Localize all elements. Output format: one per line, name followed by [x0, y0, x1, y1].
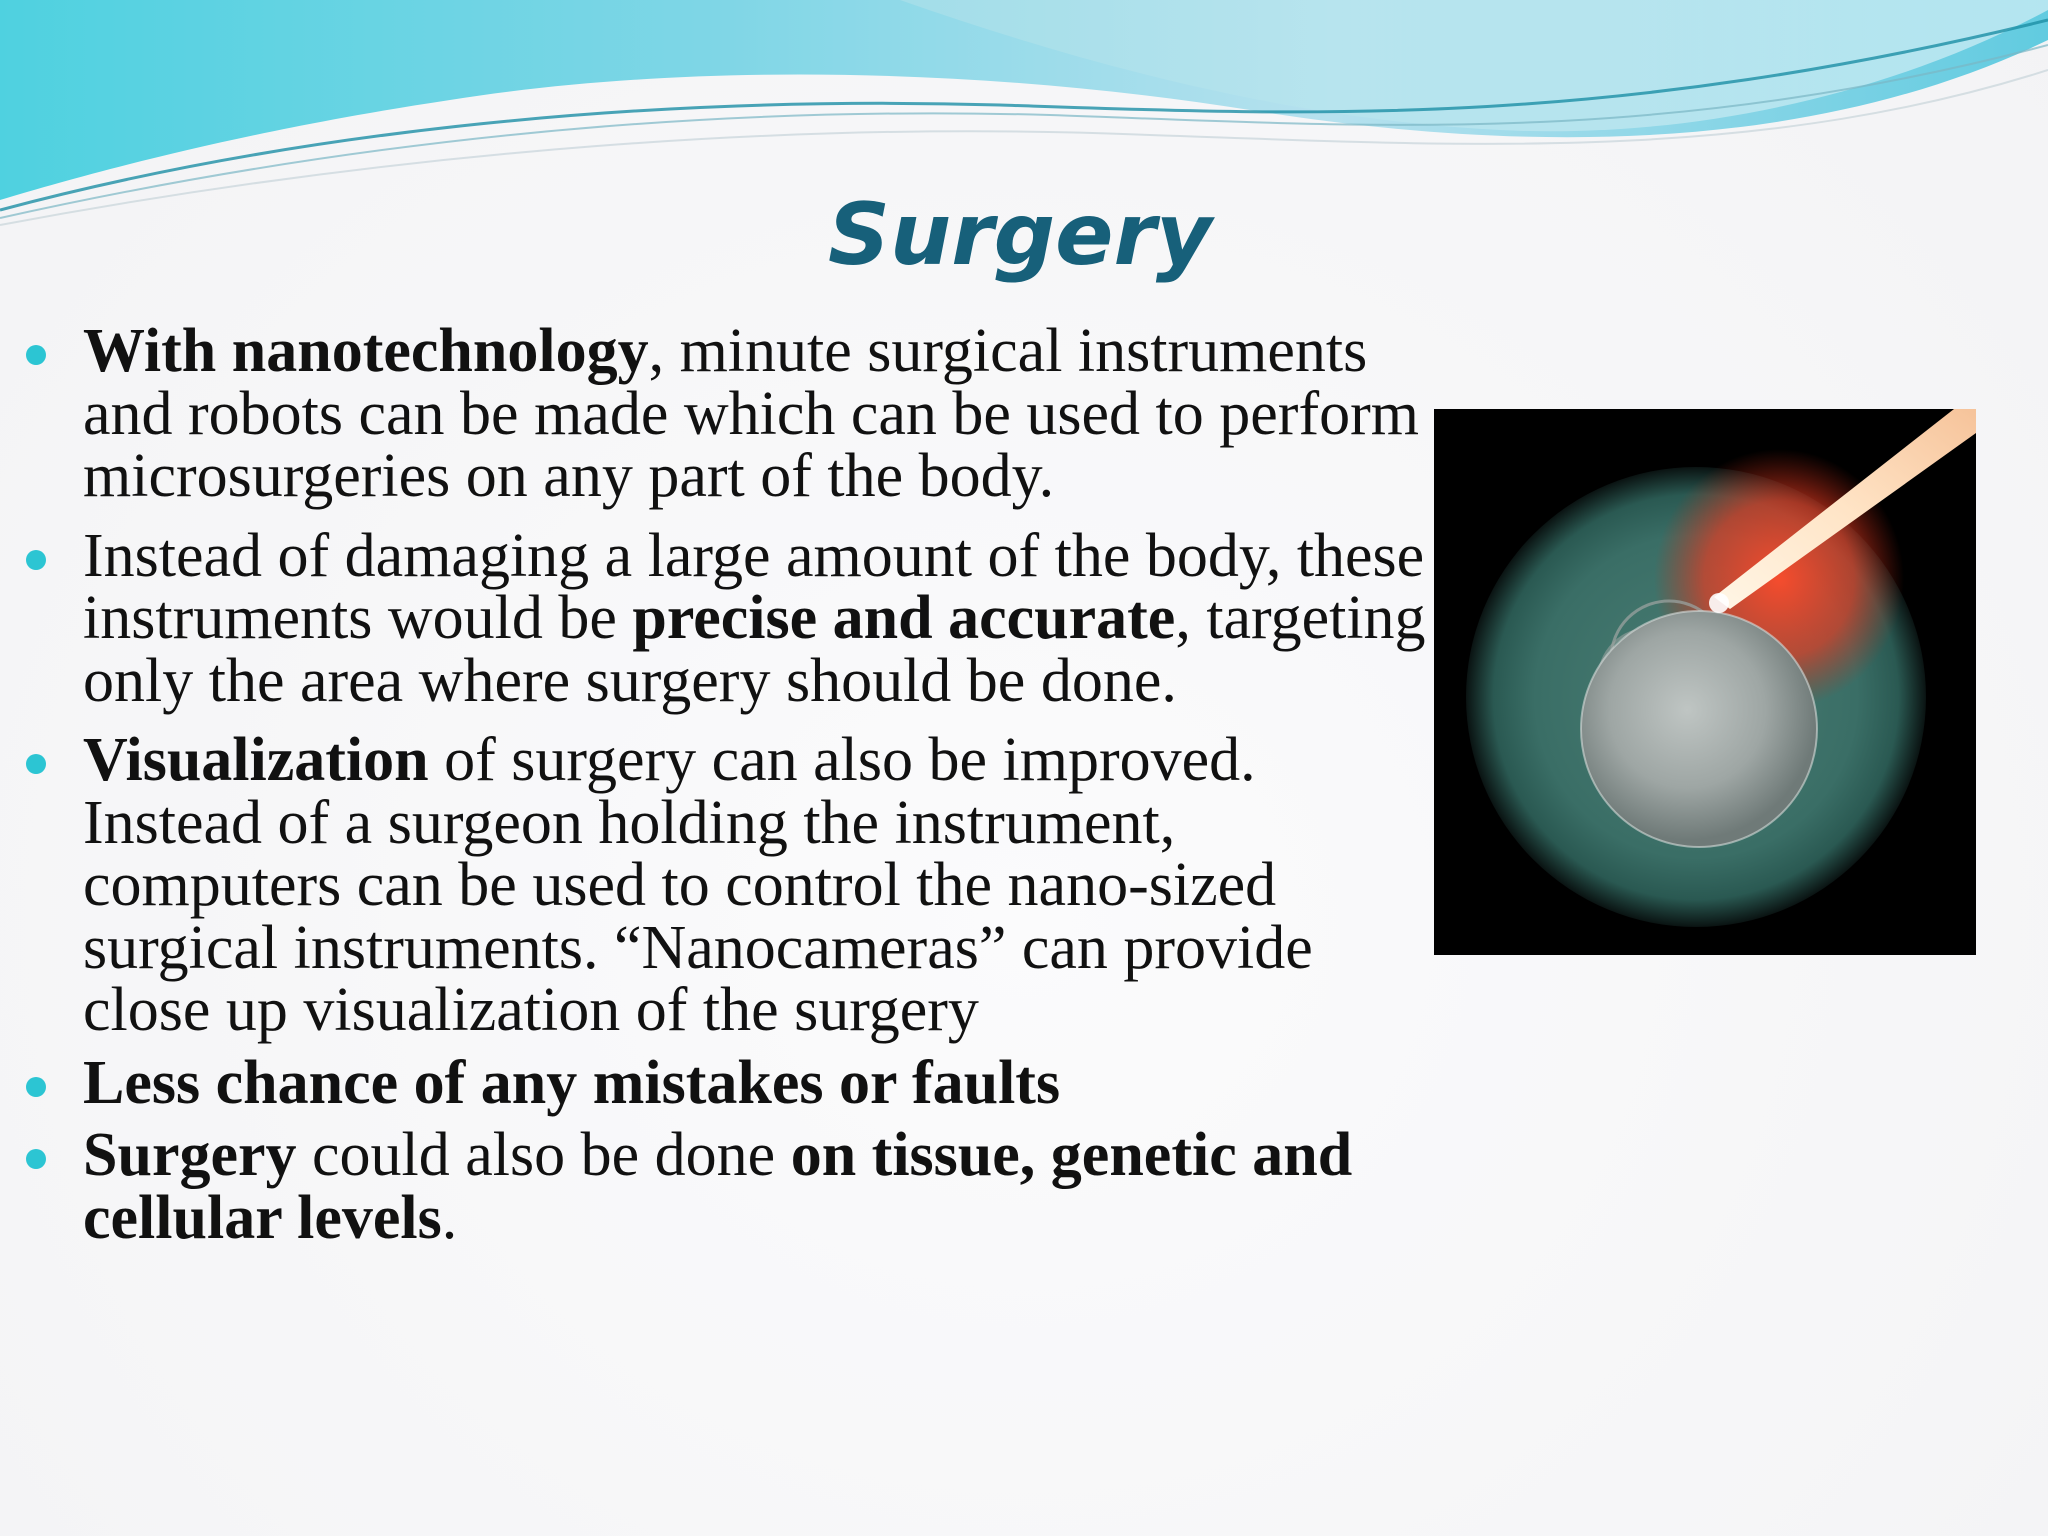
- bullet-text: Instead of damaging a large amount of the body, these instruments would be: [83, 521, 1425, 652]
- bullet-icon: [26, 550, 46, 570]
- bullet-icon: [26, 1077, 46, 1097]
- cell-laser-surgery-icon: [1434, 409, 1976, 955]
- bullet-text: of surgery can also be improved. Instead of a surgeon holding the instrument, computers can be used to control the nano-sized surgical instruments. “Nanocameras” can provide close up visualization of the surgery: [83, 726, 1313, 1044]
- bullet-item: [26, 726, 1426, 1044]
- bullet-text: , targeting only the area where surgery should be done.: [83, 584, 1426, 715]
- bullet-bold: With nanotechnology: [83, 317, 649, 385]
- bullet-list: [26, 317, 1426, 1252]
- bullet-content: [26, 317, 1426, 1266]
- cell-laser-surgery-image: [1434, 409, 1976, 955]
- bullet-text: .: [441, 1183, 458, 1252]
- bullet-item: [26, 521, 1426, 715]
- bullet-item: [26, 1048, 1426, 1117]
- bullet-bold: Surgery: [83, 1121, 297, 1189]
- bullet-bold: precise and accurate: [632, 584, 1176, 652]
- bullet-bold: Visualization: [83, 726, 429, 794]
- bullet-item: [26, 317, 1426, 510]
- bullet-text: could also be done: [296, 1121, 791, 1189]
- bullet-item: [26, 1121, 1426, 1252]
- bullet-text: , minute surgical instruments and robots can be made which can be used to perform microsurgeries on any part of the body.: [83, 317, 1419, 510]
- bullet-bold: on tissue, genetic and cellular levels: [83, 1121, 1353, 1252]
- bullet-bold: Less chance of any mistakes or faults: [83, 1048, 1061, 1117]
- slide-title: Surgery: [828, 185, 1212, 285]
- bullet-icon: [26, 345, 46, 365]
- bullet-icon: [26, 1149, 46, 1169]
- bullet-icon: [26, 754, 46, 774]
